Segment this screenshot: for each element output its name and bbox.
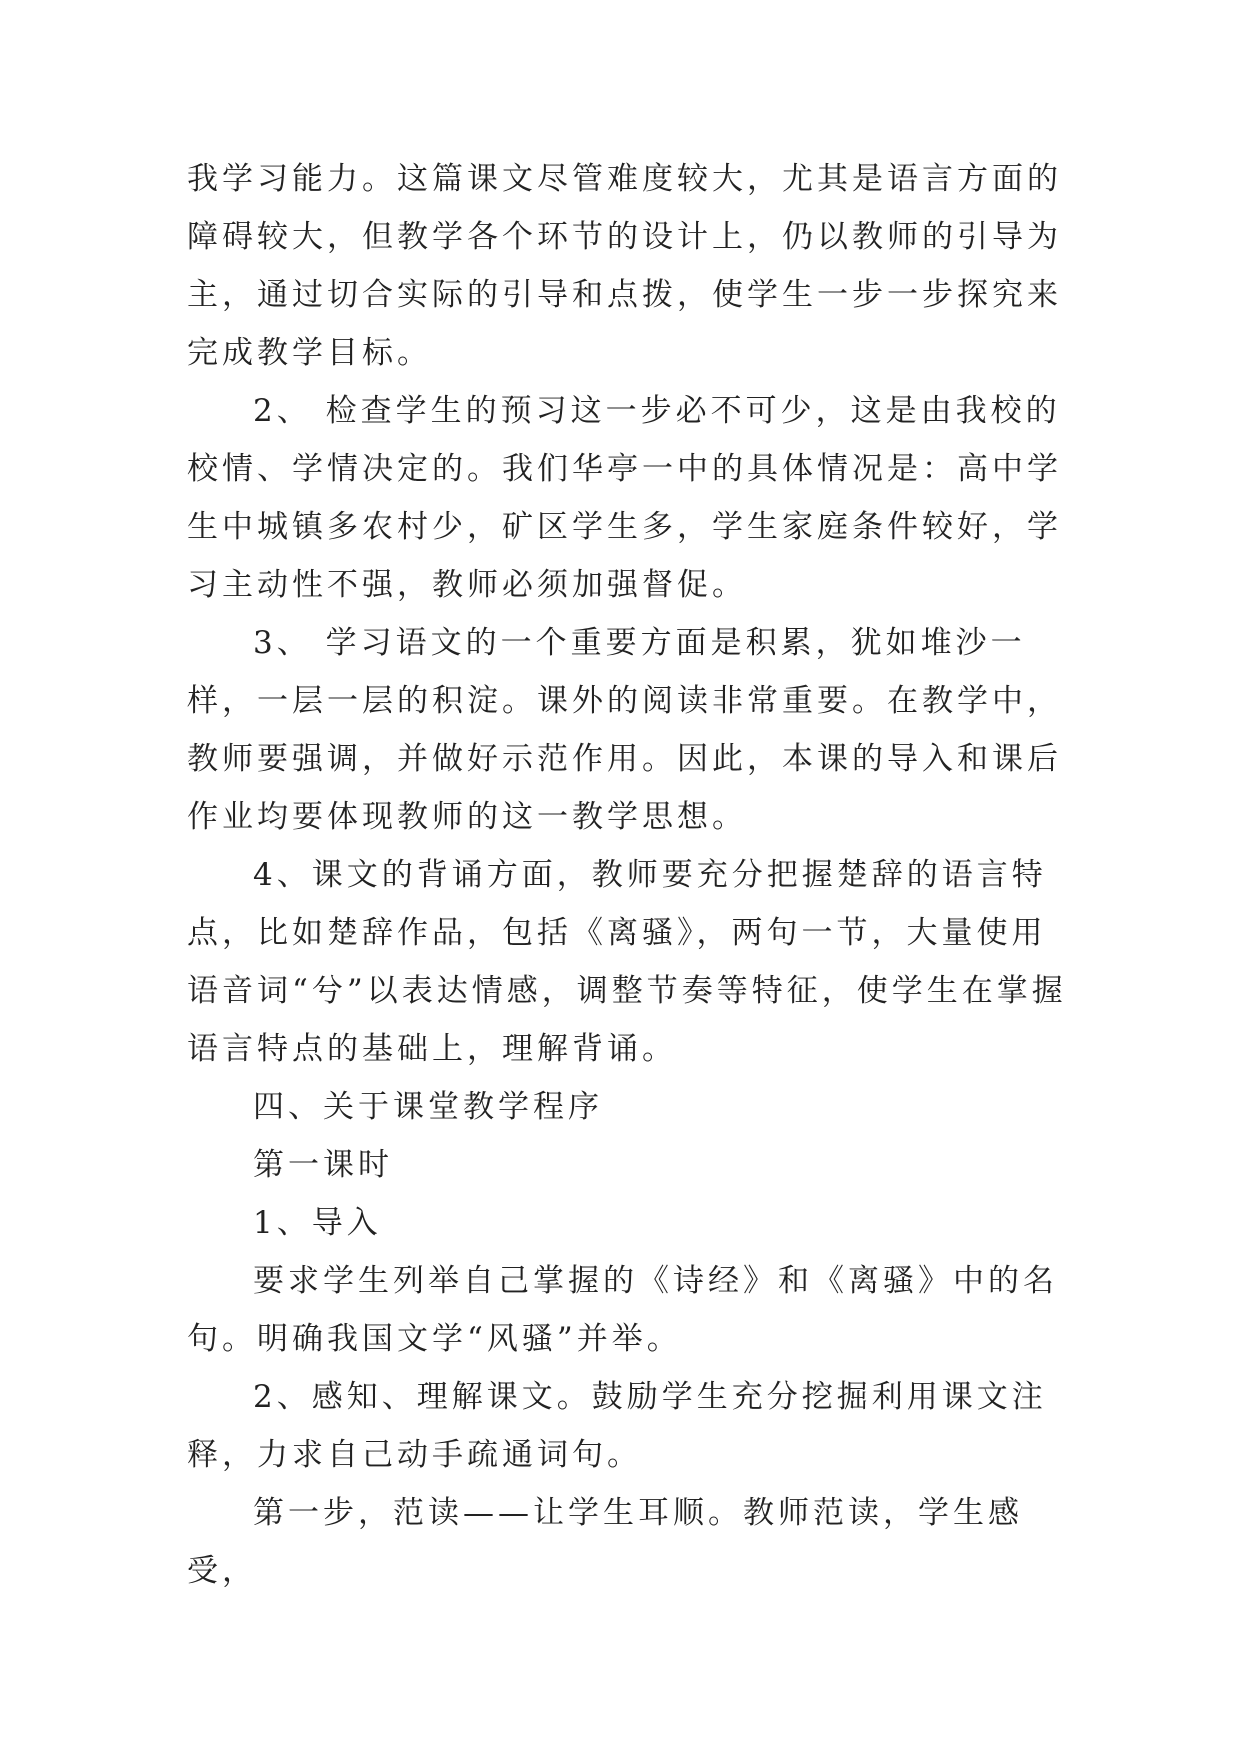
paragraph-continuation: 我学习能力。这篇课文尽管难度较大，尤其是语言方面的障碍较大，但教学各个环节的设计上，仍以教师的引导为主，通过切合实际的引导和点拨，使学生一步一步探究来完成教学目标。 xyxy=(187,161,1062,371)
section-heading: 四、关于课堂教学程序 xyxy=(253,1089,603,1125)
subheading-lesson-1: 第一课时 xyxy=(253,1147,393,1183)
paragraph-intro-requirement: 要求学生列举自己掌握的《诗经》和《离骚》中的名句。明确我国文学“风骚”并举。 xyxy=(187,1263,1058,1357)
paragraph-point-2: 2、 检查学生的预习这一步必不可少，这是由我校的校情、学情决定的。我们华亭一中的具体情况是：高中学生中城镇多农村少，矿区学生多，学生家庭条件较好，学习主动性不强，教师必须加强督促。 xyxy=(187,393,1062,603)
paragraph-point-4: 4、课文的背诵方面，教师要充分把握楚辞的语言特点，比如楚辞作品，包括《离骚》，两句一节，大量使用语音词“兮”以表达情感，调整节奏等特征，使学生在掌握语言特点的基础上，理解背诵。 xyxy=(187,857,1067,1067)
document-body xyxy=(187,150,1067,1600)
paragraph-point-3: 3、 学习语文的一个重要方面是积累，犹如堆沙一样，一层一层的积淀。课外的阅读非常重要。在教学中，教师要强调，并做好示范作用。因此，本课的导入和课后作业均要体现教师的这一教学思想。 xyxy=(187,625,1062,835)
paragraph-comprehension: 2、感知、理解课文。鼓励学生充分挖掘利用课文注释，力求自己动手疏通词句。 xyxy=(187,1379,1047,1473)
paragraph-step-one: 第一步，范读——让学生耳顺。教师范读，学生感受， xyxy=(187,1495,1023,1589)
step-heading-intro: 1、导入 xyxy=(253,1205,382,1241)
